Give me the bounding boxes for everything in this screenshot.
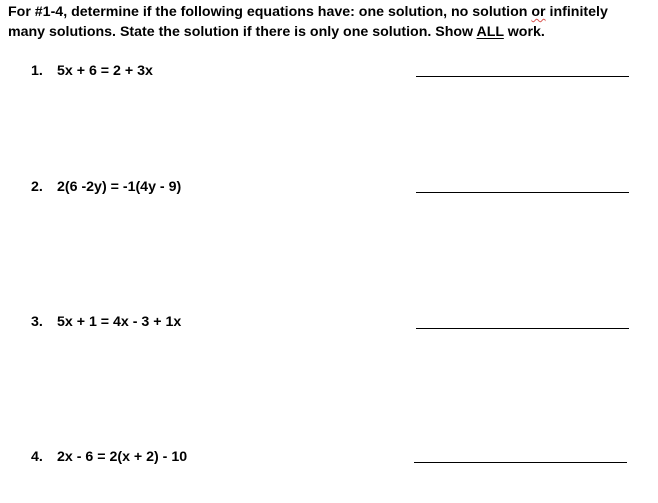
answer-line-4[interactable] — [414, 462, 627, 463]
problem-equation: 2x - 6 = 2(x + 2) - 10 — [57, 449, 188, 465]
problem-3 — [31, 313, 181, 331]
problem-number: 3. — [31, 314, 43, 330]
problem-number: 4. — [31, 449, 43, 465]
problem-4 — [31, 448, 187, 466]
problem-number: 1. — [31, 63, 43, 79]
problem-number: 2. — [31, 179, 43, 195]
instructions-text-1: For #1-4, determine if the following equations have: one solution, no solution — [8, 4, 532, 20]
answer-line-1[interactable] — [416, 76, 629, 77]
instructions-text-3: work. — [503, 24, 545, 40]
problem-2 — [31, 178, 181, 196]
answer-line-2[interactable] — [416, 192, 629, 193]
problem-equation: 5x + 6 = 2 + 3x — [57, 63, 153, 79]
spellcheck-word-or: or — [531, 4, 546, 20]
answer-line-3[interactable] — [416, 328, 629, 329]
instructions-text-2: infinitely many solutions. State the solution if there is only one solution. Show — [8, 4, 608, 40]
problem-equation: 2(6 -2y) = -1(4y - 9) — [57, 179, 182, 195]
underlined-word-all: ALL — [476, 24, 504, 40]
problem-equation: 5x + 1 = 4x - 3 + 1x — [57, 314, 182, 330]
instructions — [8, 2, 648, 42]
problem-1 — [31, 62, 153, 80]
